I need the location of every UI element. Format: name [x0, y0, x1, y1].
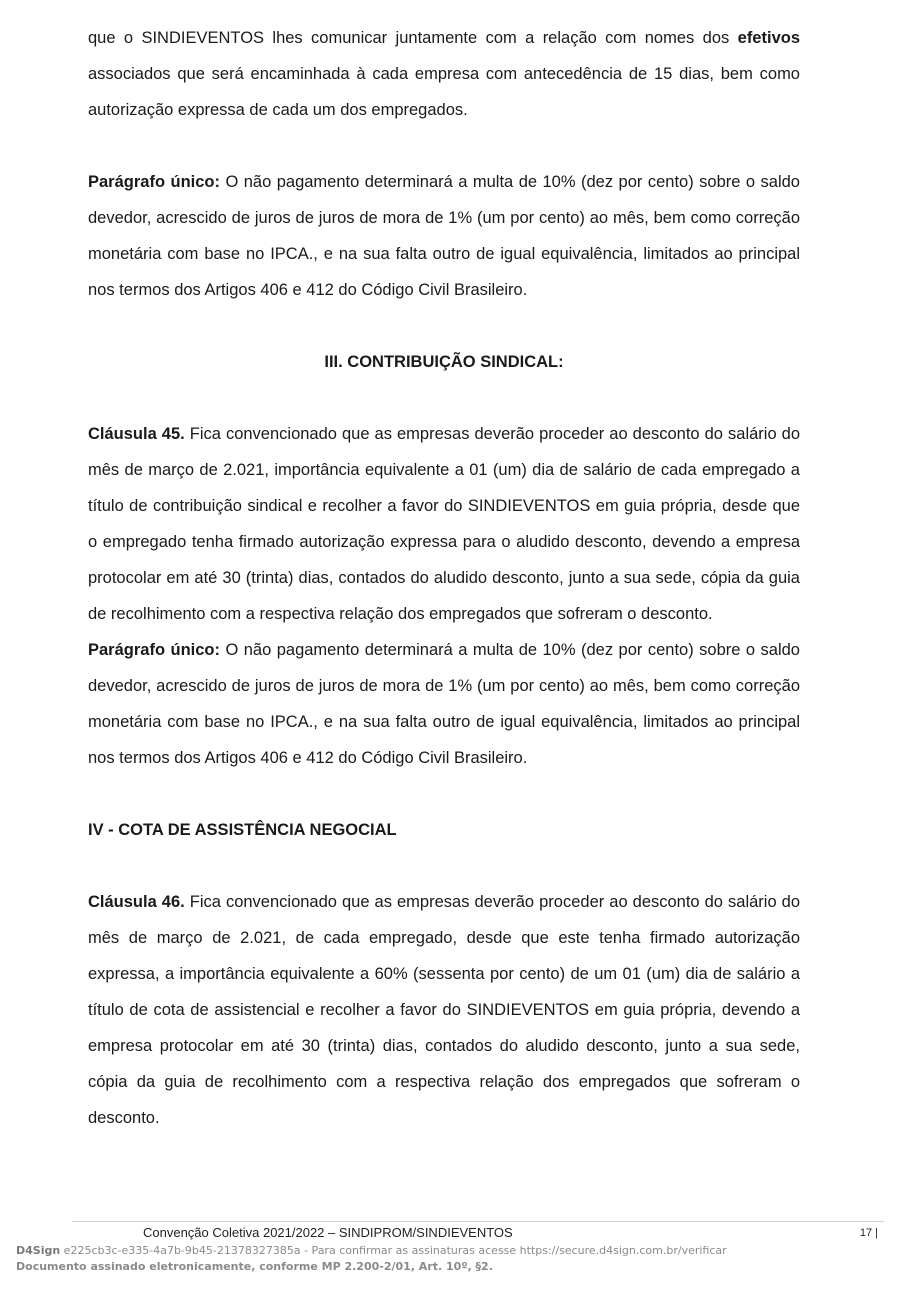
paragraph-unico-1: Parágrafo único: O não pagamento determinará a multa de 10% (dez por cento) sobre o saldo devedor, acrescido de juros de juros de mora de 1% (um por cento) ao mês, bem como correção monetária com base no IPCA., e na sua falta outro de igual equivalência, limitados ao principal nos termos dos Artigos 406 e 412 do Código Civil Brasileiro. — [88, 173, 800, 299]
bold-efetivos: efetivos — [737, 29, 800, 47]
footer-divider — [72, 1221, 884, 1222]
d4sign-brand: D4Sign — [16, 1244, 61, 1257]
spacer — [88, 380, 800, 416]
clause-46: Cláusula 46. Fica convencionado que as empresas deverão proceder ao desconto do salário do mês de março de 2.021, de cada empregado, desde que este tenha firmado autorização expressa, a importância equivalente a 60% (sessenta por cento) de um 01 (um) dia de salário a título de cota de assistencial e recolher a favor do SINDIEVENTOS em guia própria, devendo a empresa protocolar em até 30 (trinta) dias, contados do aludido desconto, junto a sua sede, cópia da guia de recolhimento com a respectiva relação dos empregados que sofreram o desconto. — [88, 893, 800, 1127]
spacer — [88, 848, 800, 884]
paragraph-label: Parágrafo único: — [88, 641, 220, 659]
clause-label: Cláusula 46. — [88, 893, 185, 911]
section-heading-cota: IV - COTA DE ASSISTÊNCIA NEGOCIAL — [88, 821, 397, 839]
spacer — [88, 776, 800, 812]
clause-45: Cláusula 45. Fica convencionado que as empresas deverão proceder ao desconto do salário do mês de março de 2.021, importância equivalente a 01 (um) dia de salário de cada empregado a título de contribuição sindical e recolher a favor do SINDIEVENTOS em guia própria, desde que o empregado tenha firmado autorização expressa para o aludido desconto, devendo a empresa protocolar em até 30 (trinta) dias, contados do aludido desconto, junto a sua sede, cópia da guia de recolhimento com a respectiva relação dos empregados que sofreram o desconto. — [88, 425, 800, 623]
section-heading-contribuicao: III. CONTRIBUIÇÃO SINDICAL: — [324, 353, 564, 371]
page-body — [88, 20, 800, 1136]
paragraph-associados: que o SINDIEVENTOS lhes comunicar juntamente com a relação com nomes dos efetivos associados que será encaminhada à cada empresa com antecedência de 15 dias, bem como autorização expressa de cada um dos empregados. — [88, 29, 800, 119]
paragraph-unico-2: Parágrafo único: O não pagamento determinará a multa de 10% (dez por cento) sobre o saldo devedor, acrescido de juros de juros de mora de 1% (um por cento) ao mês, bem como correção monetária com base no IPCA., e na sua falta outro de igual equivalência, limitados ao principal nos termos dos Artigos 406 e 412 do Código Civil Brasileiro. — [88, 641, 800, 767]
page-number: 17 | — [859, 1227, 878, 1239]
signature-legal-note: Documento assinado eletronicamente, conforme MP 2.200-2/01, Art. 10º, §2. — [16, 1260, 493, 1273]
footer-title: Convenção Coletiva 2021/2022 – SINDIPROM/SINDIEVENTOS — [143, 1225, 513, 1240]
signature-verification-line: D4Sign e225cb3c-e335-4a7b-9b45-21378327385a - Para confirmar as assinaturas acesse https://secure.d4sign.com.br/verificar — [16, 1244, 727, 1257]
clause-label: Cláusula 45. — [88, 425, 185, 443]
spacer — [88, 308, 800, 344]
paragraph-label: Parágrafo único: — [88, 173, 220, 191]
spacer — [88, 128, 800, 164]
